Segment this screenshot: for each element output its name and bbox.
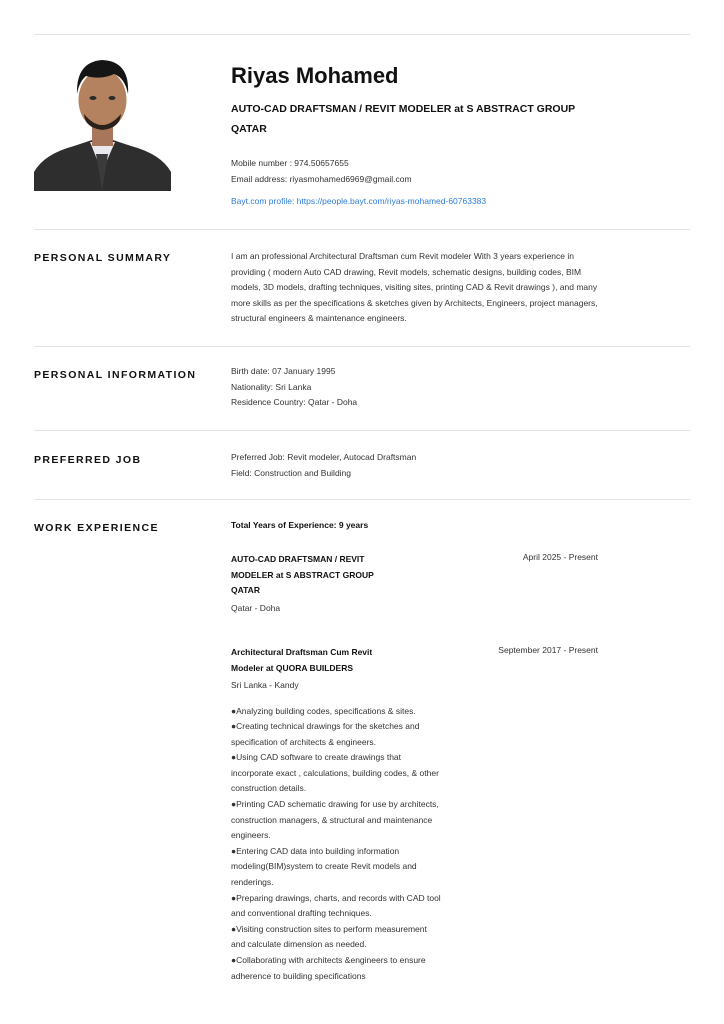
- nationality: Nationality: Sri Lanka: [231, 381, 312, 392]
- job-date: September 2017 - Present: [498, 645, 598, 655]
- job-title: Architectural Draftsman Cum Revit Modeler at QUORA BUILDERS: [231, 647, 373, 673]
- personal-information-heading: PERSONAL INFORMATION: [34, 369, 197, 381]
- section-divider: [34, 229, 690, 230]
- duty-item: ●Using CAD software to create drawings that incorporate exact , calculations, building codes, & other construction details.: [231, 752, 439, 794]
- work-experience-heading: WORK EXPERIENCE: [34, 522, 159, 534]
- preferred-job-body: [231, 450, 606, 481]
- mobile-number: Mobile number : 974.50657655: [231, 158, 349, 168]
- candidate-name: Riyas Mohamed: [231, 63, 399, 88]
- section-divider: [34, 346, 690, 347]
- email-address: Email address: riyasmohamed6969@gmail.com: [231, 174, 412, 184]
- duty-item: ●Entering CAD data into building information modeling(BIM)system to create Revit models and renderings.: [231, 845, 417, 888]
- bayt-profile-link[interactable]: Bayt.com profile: https://people.bayt.com/riyas-mohamed-60763383: [231, 196, 487, 206]
- preferred-job-heading: PREFERRED JOB: [34, 454, 142, 466]
- preferred-job: Preferred Job: Revit modeler, Autocad Draftsman: [231, 452, 417, 462]
- duty-item: ●Printing CAD schematic drawing for use by architects, construction managers, & structural and maintenance engineers.: [231, 799, 439, 841]
- section-divider: [34, 499, 690, 500]
- duty-item: ●Analyzing building codes, specifications & sites.: [231, 705, 416, 716]
- total-experience: [231, 518, 606, 534]
- section-divider: [34, 430, 690, 431]
- contact-info: [231, 155, 412, 187]
- birth-date: Birth date: 07 January 1995: [231, 366, 336, 376]
- personal-information-body: [231, 364, 606, 411]
- job-entry: [231, 552, 598, 616]
- job-date: April 2025 - Present: [522, 552, 598, 562]
- job-location: Qatar - Doha: [231, 602, 281, 613]
- job-duties: [231, 704, 441, 985]
- duty-item: ●Creating technical drawings for the sketches and specification of architects & engineers.: [231, 721, 420, 747]
- job-title: AUTO-CAD DRAFTSMAN / REVIT MODELER at S ABSTRACT GROUP QATAR: [231, 554, 374, 595]
- personal-summary-heading: PERSONAL SUMMARY: [34, 252, 172, 264]
- job-location: Sri Lanka - Kandy: [231, 680, 299, 690]
- total-experience-text: Total Years of Experience: 9 years: [231, 520, 369, 530]
- top-divider: [34, 34, 690, 35]
- profile-photo: [34, 54, 171, 191]
- personal-summary-text: I am an professional Architectural Draftsman cum Revit modeler With 3 years experience in providing ( modern Auto CAD drawing, Revit models, schematic designs, building codes, BIM models, 3D models, drafting techniques, visiting sites, printing CAD & Revit drawings ), and many more skills as per the specifications & sketches given by Architects, Engineers, project managers, structural engineers & maintenance engineers.: [231, 251, 598, 323]
- residence-country: Residence Country: Qatar - Doha: [231, 397, 358, 407]
- person-avatar-icon: [34, 54, 171, 191]
- preferred-field: Field: Construction and Building: [231, 467, 352, 478]
- duty-item: ●Collaborating with architects &engineers to ensure adherence to building specifications: [231, 955, 426, 981]
- duty-item: ●Preparing drawings, charts, and records with CAD tool and conventional drafting techniques.: [231, 892, 441, 919]
- job-entry: [231, 645, 598, 984]
- personal-summary-body: [231, 249, 606, 327]
- duty-item: ●Visiting construction sites to perform measurement and calculate dimension as needed.: [231, 923, 427, 950]
- current-job-title: AUTO-CAD DRAFTSMAN / REVIT MODELER at S ABSTRACT GROUP QATAR: [231, 103, 575, 135]
